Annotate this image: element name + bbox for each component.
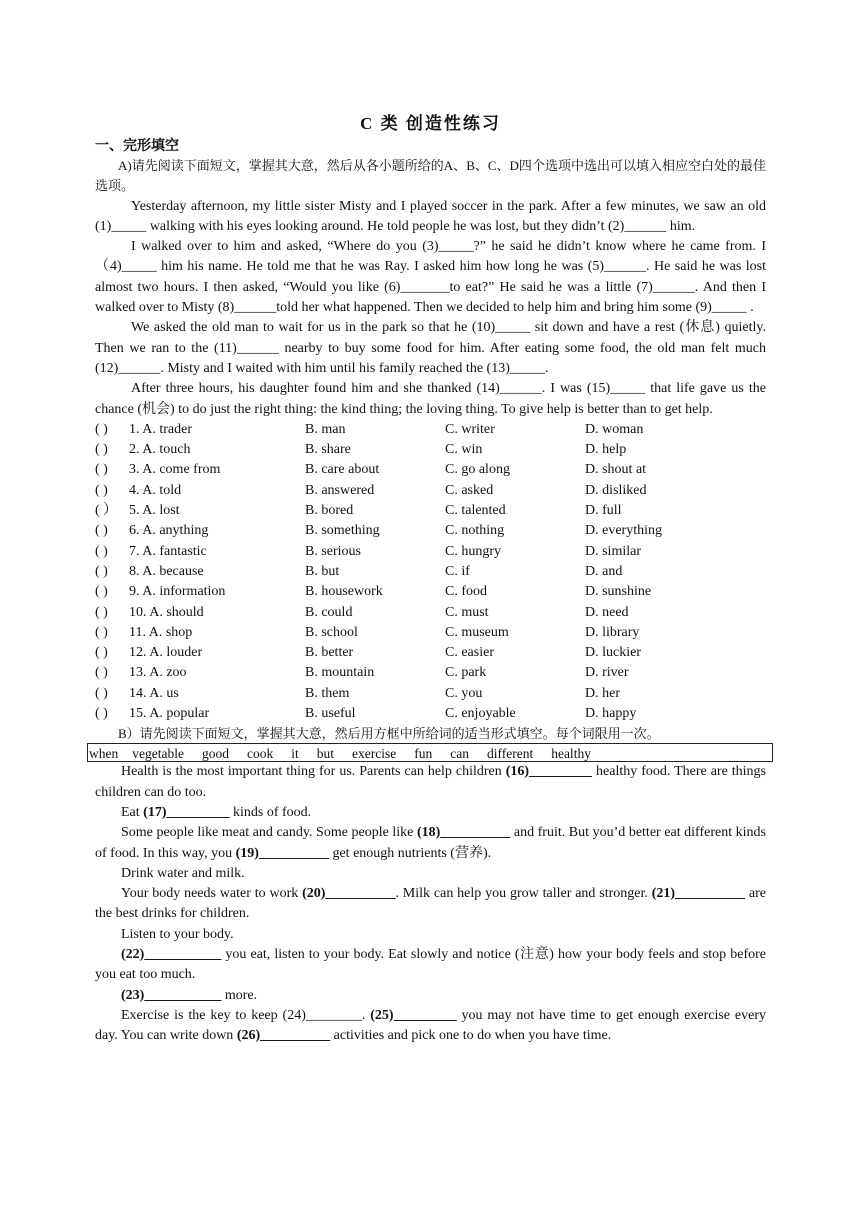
option-d: D. woman: [585, 421, 644, 437]
option-d: D. shout at: [585, 462, 647, 478]
answer-blank[interactable]: ( ): [95, 624, 108, 640]
word-box-item: good: [201, 746, 229, 762]
line-text: activities and pick one to do when you have time.: [330, 1028, 612, 1044]
options-table: [95, 420, 766, 724]
option-b: B. better: [305, 645, 354, 661]
part-b-line: [95, 945, 766, 986]
option-row: [95, 603, 766, 623]
option-row: [95, 440, 766, 460]
word-box-item: fun: [414, 746, 433, 762]
answer-blank[interactable]: ( ): [95, 523, 108, 539]
option-c: C. easier: [445, 645, 494, 661]
line-text: Exercise is the key to keep (24)________.: [121, 1007, 371, 1023]
option-b: B. serious: [305, 543, 361, 559]
word-box: [87, 743, 773, 762]
passage-paragraph-1: Yesterday afternoon, my little sister Misty and I played soccer in the park. After a few minutes, we saw an old (1)_____ walking with his eyes looking around. He told people he was lost, but they didn’t (2)______ him.: [95, 198, 766, 234]
option-a: 11. A. shop: [129, 624, 193, 640]
line-text: . Milk can help you grow taller and stronger.: [395, 886, 652, 902]
part-b-instruction: B）请先阅读下面短文，掌握其大意，然后用方框中所给词的适当形式填空。每个词限用一次。: [118, 726, 660, 742]
worksheet-page: [89, 112, 767, 1046]
option-a: 8. A. because: [129, 563, 204, 579]
page-title: C 类 创造性练习: [360, 114, 501, 133]
option-a: 12. A. louder: [129, 645, 203, 661]
option-a: 2. A. touch: [129, 442, 191, 458]
option-row: [95, 460, 766, 480]
option-b: B. answered: [305, 482, 375, 498]
line-text: you may not have time to get enough exercise every day. You can write down: [95, 1007, 766, 1044]
passage-paragraph-3: We asked the old man to wait for us in the park so that he (10)_____ sit down and have a rest (休息) quietly. Then we ran to the (11)______ nearby to buy some food for him. After eating some food, the old man felt much (12)______. Misty and I waited with him until his family reached the (13)_____.: [95, 320, 766, 376]
part-b-line: [95, 925, 766, 945]
fill-blank[interactable]: (22)___________: [121, 946, 222, 962]
line-text: get enough nutrients (营养).: [328, 845, 492, 861]
option-d: D. sunshine: [585, 584, 652, 600]
option-a: 5. A. lost: [129, 503, 180, 519]
option-a: 15. A. popular: [129, 706, 210, 722]
option-a: 14. A. us: [129, 685, 179, 701]
option-c: C. talented: [445, 503, 506, 519]
word-box-item: when: [89, 746, 119, 762]
option-row: [95, 582, 766, 602]
option-row: [95, 663, 766, 683]
option-a: 9. A. information: [129, 584, 226, 600]
option-c: C. park: [445, 665, 487, 681]
option-d: D. similar: [585, 543, 641, 559]
option-b: B. them: [305, 685, 350, 701]
word-box-item: it: [291, 746, 299, 762]
word-box-item: can: [450, 746, 469, 762]
option-c: C. go along: [445, 462, 510, 478]
option-d: D. and: [585, 563, 623, 579]
answer-blank[interactable]: ( ): [95, 482, 108, 498]
option-d: D. everything: [585, 523, 662, 539]
passage-paragraph-4: After three hours, his daughter found him and she thanked (14)______. I was (15)_____ that life gave us the chance (机会) to do just the right thing: the kind thing; the loving thing. To give help is better than to get help.: [95, 381, 766, 417]
fill-blank[interactable]: (16)_________: [505, 764, 593, 780]
option-d: D. disliked: [585, 482, 647, 498]
line-text: kinds of food.: [229, 804, 312, 820]
option-a: 4. A. told: [129, 482, 182, 498]
option-c: C. win: [445, 442, 483, 458]
option-b: B. man: [305, 421, 346, 437]
option-c: C. food: [445, 584, 487, 600]
option-d: D. need: [585, 604, 629, 620]
fill-blank[interactable]: (17)_________: [143, 804, 230, 820]
option-b: B. something: [305, 523, 380, 539]
option-d: D. full: [585, 503, 622, 519]
option-a: 7. A. fantastic: [129, 543, 207, 559]
part-b-line: [95, 864, 766, 884]
part-b-line: [95, 986, 766, 1006]
option-row: [95, 643, 766, 663]
answer-blank[interactable]: ( ): [95, 604, 108, 620]
option-d: D. happy: [585, 706, 637, 722]
option-d: D. her: [585, 685, 620, 701]
option-row: [95, 481, 766, 501]
answer-blank[interactable]: ( ): [95, 645, 108, 661]
line-text: are the best drinks for children.: [95, 886, 767, 922]
option-b: B. could: [305, 604, 353, 620]
option-d: D. luckier: [585, 645, 641, 661]
option-d: D. river: [585, 665, 629, 681]
option-c: C. enjoyable: [445, 706, 516, 722]
word-box-item: vegetable: [132, 746, 184, 762]
answer-blank[interactable]: ( ): [95, 442, 108, 458]
fill-blank[interactable]: (18)__________: [416, 825, 511, 841]
option-b: B. bored: [305, 503, 354, 519]
part-b-line: [95, 823, 766, 864]
answer-blank[interactable]: ( ): [95, 685, 108, 701]
option-row: [95, 562, 766, 582]
answer-blank[interactable]: ( ): [95, 665, 108, 681]
answer-blank[interactable]: ( ): [95, 543, 108, 559]
option-c: C. nothing: [445, 523, 505, 539]
answer-blank[interactable]: ( ): [95, 421, 108, 437]
answer-blank[interactable]: ( ): [95, 563, 108, 579]
word-box-item: cook: [246, 746, 274, 762]
word-box-item: but: [316, 746, 335, 762]
part-b-line: [95, 762, 766, 803]
option-b: B. care about: [305, 462, 380, 478]
answer-blank[interactable]: ( ): [95, 462, 108, 478]
option-b: B. housework: [305, 584, 383, 600]
answer-blank[interactable]: ( ): [95, 584, 108, 600]
option-row: [95, 704, 766, 724]
option-c: C. if: [445, 563, 470, 579]
option-b: B. useful: [305, 706, 356, 722]
option-a: 3. A. come from: [129, 462, 221, 478]
option-c: C. hungry: [445, 543, 501, 559]
option-c: C. must: [445, 604, 489, 620]
line-text: you eat, listen to your body. Eat slowly and notice (注意) how your body feels and stop before you eat too much.: [95, 946, 766, 983]
answer-blank[interactable]: ( ）: [95, 503, 118, 519]
option-row: [95, 521, 766, 541]
line-text: Your body needs water to work: [121, 886, 303, 902]
option-c: C. you: [445, 685, 483, 701]
word-box-item: different: [486, 746, 534, 762]
option-row: [95, 420, 766, 440]
option-a: 10. A. should: [129, 604, 204, 620]
section-heading: 一、完形填空: [95, 139, 179, 154]
option-row: [95, 623, 766, 643]
line-text: Listen to your body.: [121, 926, 234, 942]
part-a-instruction: A)请先阅读下面短文，掌握其大意，然后从各小题所给的A、B、C、D四个选项中选出可以填入相应空白处的最佳选项。: [95, 158, 766, 194]
part-b-line: [95, 1006, 766, 1047]
option-a: 1. A. trader: [129, 421, 192, 437]
fill-blank[interactable]: (26)__________: [236, 1028, 331, 1044]
option-b: B. mountain: [305, 665, 375, 681]
line-text: Eat: [121, 804, 144, 820]
option-d: D. help: [585, 442, 627, 458]
part-b-passage: [95, 762, 766, 1046]
word-box-item: healthy: [551, 746, 591, 762]
fill-blank[interactable]: (19)__________: [235, 845, 329, 861]
fill-blank[interactable]: (21)__________: [651, 886, 746, 902]
part-b-line: [95, 803, 766, 823]
option-row: [95, 542, 766, 562]
line-text: Drink water and milk.: [121, 865, 245, 881]
fill-blank[interactable]: (20)__________: [302, 886, 396, 902]
option-row: [95, 684, 766, 704]
option-b: B. but: [305, 563, 340, 579]
fill-blank[interactable]: (25)_________: [370, 1007, 457, 1023]
option-b: B. share: [305, 442, 351, 458]
option-c: C. writer: [445, 421, 495, 437]
option-d: D. library: [585, 624, 640, 640]
word-box-item: exercise: [352, 746, 397, 762]
option-c: C. asked: [445, 482, 494, 498]
option-a: 6. A. anything: [129, 523, 209, 539]
answer-blank[interactable]: ( ): [95, 706, 108, 722]
option-b: B. school: [305, 624, 358, 640]
part-b-line: [95, 884, 766, 925]
fill-blank[interactable]: (23)___________: [121, 987, 222, 1003]
option-a: 13. A. zoo: [129, 665, 187, 681]
line-text: Some people like meat and candy. Some people like: [121, 825, 417, 841]
option-c: C. museum: [445, 624, 509, 640]
line-text: healthy food. There are things children can do too.: [95, 764, 766, 800]
line-text: more.: [221, 987, 258, 1003]
line-text: and fruit. But you’d better eat different kinds of food. In this way, you: [95, 825, 766, 861]
line-text: Health is the most important thing for us. Parents can help children: [121, 764, 506, 780]
option-row: [95, 501, 766, 521]
passage-paragraph-2: I walked over to him and asked, “Where do you (3)_____?” he said he didn’t know where he came from. I （4)_____ him his name. He told me that he was Ray. I asked him how long he was (5)______. He said he was lost almost two hours. I then asked, “Would you like (6)_______to eat?” He said he was a little (7)______. And then I walked over to Misty (8)______told her what happened. Then we decided to help him and bring him some (9)_____ .: [95, 239, 766, 316]
